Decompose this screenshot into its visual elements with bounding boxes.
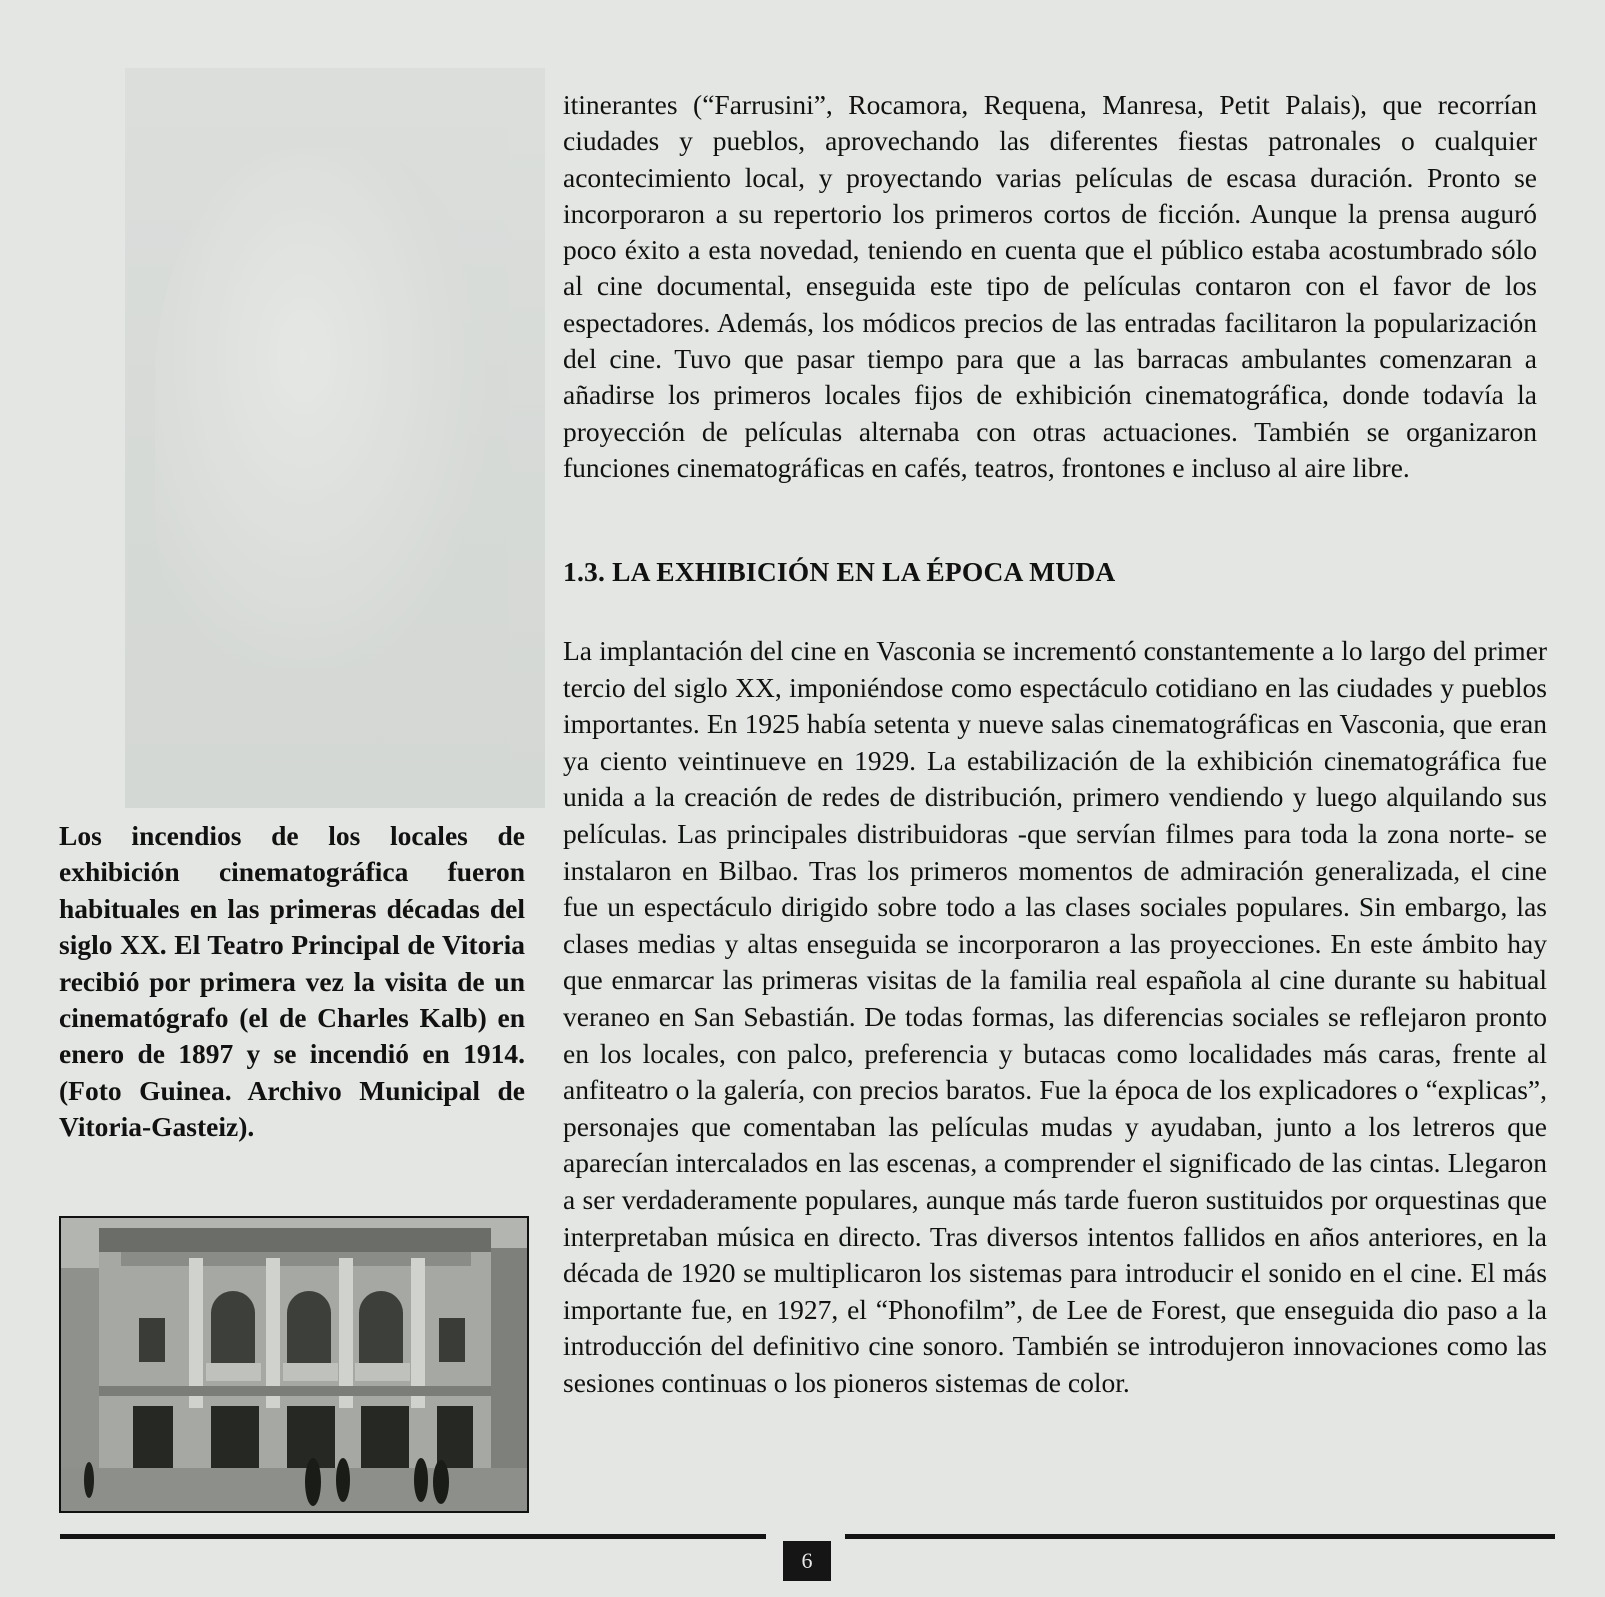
background-faded-poster [125, 68, 545, 808]
section-heading: 1.3. LA EXHIBICIÓN EN LA ÉPOCA MUDA [563, 556, 1116, 587]
teatro-principal-photo [59, 1216, 529, 1513]
body-paragraph-1: itinerantes (“Farrusini”, Rocamora, Requena, Manresa, Petit Palais), que recorrían ciudades y pueblos, aprovechando las diferentes fiestas patronales o cualquier acontecimiento local, y proyectando varias películas de escasa duración. Pronto se incorporaron a su repertorio los primeros cortos de ficción. Aunque la prensa auguró poco éxito a esta novedad, teniendo en cuenta que el público estaba acostumbrado sólo al cine documental, enseguida este tipo de películas contaron con el favor de los espectadores. Además, los módicos precios de las entradas facilitaron la popularización del cine. Tuvo que pasar tiempo para que a las barracas ambulantes comenzaran a añadirse los primeros locales fijos de exhibición cinematográfica, donde todavía la proyección de películas alternaba con otras actuaciones. También se organizaron funciones cinematográficas en cafés, teatros, frontones e incluso al aire libre. [563, 89, 1537, 483]
photo-caption: Los incendios de los locales de exhibición cinematográfica fueron habituales en las primeras décadas del siglo XX. El Teatro Principal de Vitoria recibió por primera vez la visita de un cinematógrafo (el de Charles Kalb) en enero de 1897 y se incendió en 1914. (Foto Guinea. Archivo Municipal de Vitoria-Gasteiz). [59, 820, 525, 1143]
body-paragraph-2: La implantación del cine en Vasconia se incrementó constantemente a lo largo del primer tercio del siglo XX, imponiéndose como espectáculo cotidiano en las ciudades y pueblos importantes. En 1925 había setenta y nueve salas cinematográficas en Vasconia, que eran ya ciento veintinueve en 1929. La estabilización de la exhibición cinematográfica fue unida a la creación de redes de distribución, primero vendiendo y luego alquilando sus películas. Las principales distribuidoras -que servían filmes para toda la zona norte- se instalaron en Bilbao. Tras los primeros momentos de admiración generalizada, el cine fue un espectáculo dirigido sobre todo a las clases sociales populares. Sin embargo, las clases medias y altas enseguida se incorporaron a las proyecciones. En este ámbito hay que enmarcar las primeras visitas de la familia real española al cine durante su habitual veraneo en San Sebastián. De todas formas, las diferencias sociales se reflejaron pronto en los locales, con palco, preferencia y butacas como localidades más caras, frente al anfiteatro o la galería, con precios baratos. Fue la época de los explicadores o “explicas”, personajes que comentaban las películas mudas y ayudaban, junto a los letreros que aparecían intercalados en las escenas, a comprender el significado de las cintas. Llegaron a ser verdaderamente populares, aunque más tarde fueron sustituidos por orquestinas que interpretaban música en directo. Tras diversos intentos fallidos en años anteriores, en la década de 1920 se multiplicaron los sistemas para introducir el sonido en el cine. El más importante fue, en 1927, el “Phonofilm”, de Lee de Forest, que enseguida dio paso a la introducción del definitivo cine sonoro. También se introdujeron innovaciones como las sesiones continuas o los pioneros sistemas de color. [563, 635, 1547, 1398]
page-number: 6 [783, 1541, 831, 1581]
footer-rule-left [60, 1534, 766, 1539]
footer-rule-right [845, 1534, 1555, 1539]
